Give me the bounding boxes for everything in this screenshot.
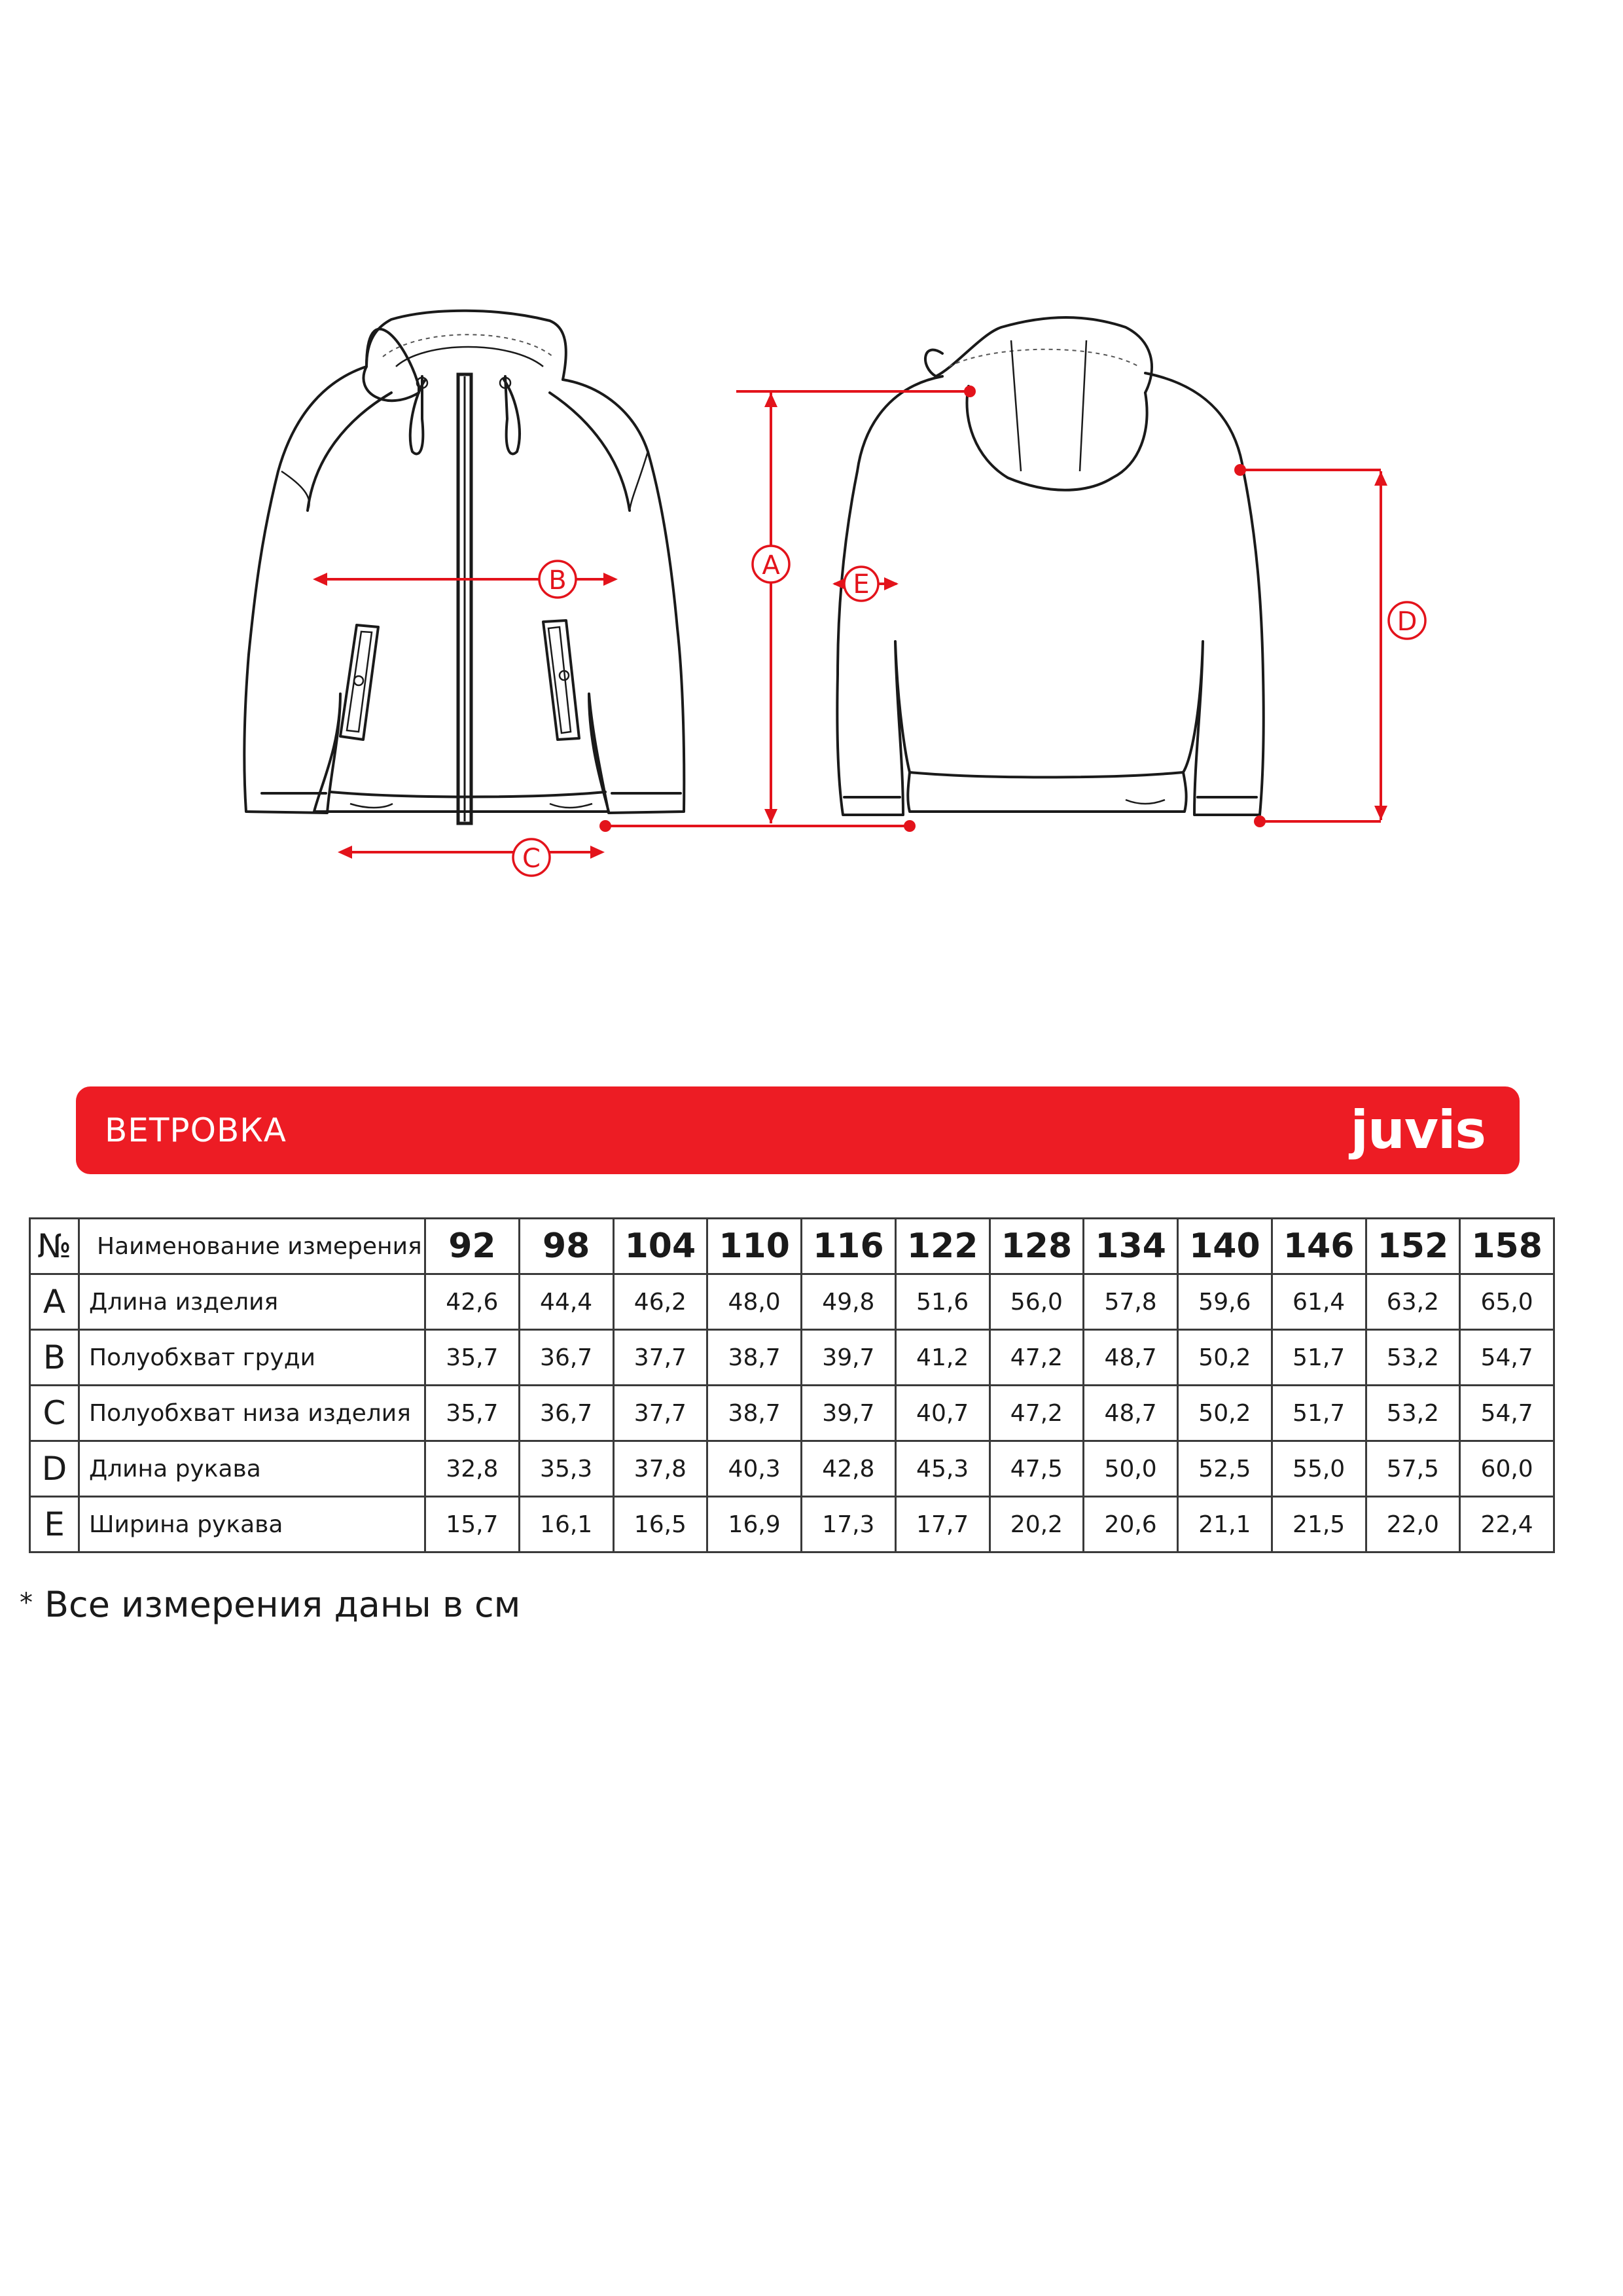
- table-cell: 42,6: [425, 1274, 520, 1330]
- row-name: Ширина рукава: [79, 1497, 425, 1552]
- svg-text:E: E: [853, 569, 870, 600]
- table-cell: 51,7: [1272, 1330, 1366, 1386]
- table-cell: 16,5: [613, 1497, 707, 1552]
- index-header: №: [30, 1219, 79, 1274]
- table-cell: 16,9: [707, 1497, 802, 1552]
- row-code: C: [30, 1386, 79, 1441]
- table-cell: 21,1: [1178, 1497, 1272, 1552]
- row-code: E: [30, 1497, 79, 1552]
- table-cell: 48,0: [707, 1274, 802, 1330]
- table-cell: 35,7: [425, 1330, 520, 1386]
- jacket-front-view: [244, 311, 684, 823]
- table-cell: 48,7: [1084, 1330, 1178, 1386]
- row-name: Длина рукава: [79, 1441, 425, 1497]
- table-cell: 47,2: [990, 1386, 1084, 1441]
- table-cell: 38,7: [707, 1330, 802, 1386]
- table-cell: 57,5: [1366, 1441, 1460, 1497]
- table-cell: 15,7: [425, 1497, 520, 1552]
- table-cell: 44,4: [519, 1274, 613, 1330]
- table-cell: 54,7: [1460, 1386, 1554, 1441]
- table-cell: 37,7: [613, 1386, 707, 1441]
- measurement-a: [599, 386, 976, 832]
- table-cell: 35,7: [425, 1386, 520, 1441]
- svg-text:B: B: [548, 565, 567, 596]
- table-cell: 21,5: [1272, 1497, 1366, 1552]
- size-header: 122: [895, 1219, 990, 1274]
- table-cell: 61,4: [1272, 1274, 1366, 1330]
- name-header: Наименование измерения: [79, 1219, 425, 1274]
- product-title: ВЕТРОВКА: [105, 1111, 287, 1149]
- brand-logo: juvis: [1350, 1100, 1486, 1160]
- table-cell: 37,8: [613, 1441, 707, 1497]
- table-cell: 57,8: [1084, 1274, 1178, 1330]
- table-row: [30, 1274, 1554, 1330]
- size-header: 116: [802, 1219, 896, 1274]
- table-cell: 35,3: [519, 1441, 613, 1497]
- table-cell: 51,6: [895, 1274, 990, 1330]
- size-header: 104: [613, 1219, 707, 1274]
- row-code: D: [30, 1441, 79, 1497]
- size-header: 98: [519, 1219, 613, 1274]
- table-cell: 53,2: [1366, 1330, 1460, 1386]
- table-cell: 20,2: [990, 1497, 1084, 1552]
- table-cell: 48,7: [1084, 1386, 1178, 1441]
- row-name: Полуобхват груди: [79, 1330, 425, 1386]
- table-cell: 22,0: [1366, 1497, 1460, 1552]
- size-header: 158: [1460, 1219, 1554, 1274]
- size-header: 110: [707, 1219, 802, 1274]
- size-header-row: [30, 1219, 1554, 1274]
- table-cell: 20,6: [1084, 1497, 1178, 1552]
- svg-text:D: D: [1397, 607, 1418, 637]
- table-cell: 50,0: [1084, 1441, 1178, 1497]
- table-cell: 56,0: [990, 1274, 1084, 1330]
- table-cell: 63,2: [1366, 1274, 1460, 1330]
- table-cell: 50,2: [1178, 1330, 1272, 1386]
- svg-text:A: A: [762, 550, 780, 581]
- table-row: [30, 1497, 1554, 1552]
- table-cell: 47,2: [990, 1330, 1084, 1386]
- table-cell: 40,7: [895, 1386, 990, 1441]
- footnote: [20, 1584, 520, 1625]
- table-cell: 37,7: [613, 1330, 707, 1386]
- table-cell: 47,5: [990, 1441, 1084, 1497]
- table-cell: 16,1: [519, 1497, 613, 1552]
- table-cell: 42,8: [802, 1441, 896, 1497]
- table-cell: 38,7: [707, 1386, 802, 1441]
- size-header: 152: [1366, 1219, 1460, 1274]
- table-cell: 36,7: [519, 1386, 613, 1441]
- table-cell: 55,0: [1272, 1441, 1366, 1497]
- table-cell: 65,0: [1460, 1274, 1554, 1330]
- table-cell: 45,3: [895, 1441, 990, 1497]
- table-cell: 22,4: [1460, 1497, 1554, 1552]
- table-cell: 46,2: [613, 1274, 707, 1330]
- row-name: Длина изделия: [79, 1274, 425, 1330]
- table-cell: 39,7: [802, 1330, 896, 1386]
- svg-text:C: C: [522, 844, 541, 874]
- measurement-c: [338, 839, 605, 876]
- table-cell: 51,7: [1272, 1386, 1366, 1441]
- table-cell: 52,5: [1178, 1441, 1272, 1497]
- table-cell: 39,7: [802, 1386, 896, 1441]
- table-cell: 17,7: [895, 1497, 990, 1552]
- jacket-technical-drawing: [0, 0, 1623, 916]
- size-header: 134: [1084, 1219, 1178, 1274]
- row-code: A: [30, 1274, 79, 1330]
- table-cell: 60,0: [1460, 1441, 1554, 1497]
- row-code: B: [30, 1330, 79, 1386]
- row-name: Полуобхват низа изделия: [79, 1386, 425, 1441]
- table-cell: 59,6: [1178, 1274, 1272, 1330]
- size-header: 146: [1272, 1219, 1366, 1274]
- size-header: 128: [990, 1219, 1084, 1274]
- table-cell: 53,2: [1366, 1386, 1460, 1441]
- size-header: 92: [425, 1219, 520, 1274]
- size-table: [29, 1217, 1555, 1553]
- footnote-asterisk: *: [20, 1588, 33, 1618]
- footnote-text: Все измерения даны в см: [45, 1584, 521, 1625]
- table-cell: 41,2: [895, 1330, 990, 1386]
- table-cell: 36,7: [519, 1330, 613, 1386]
- table-cell: 32,8: [425, 1441, 520, 1497]
- table-cell: 50,2: [1178, 1386, 1272, 1441]
- table-row: [30, 1330, 1554, 1386]
- table-cell: 54,7: [1460, 1330, 1554, 1386]
- size-header: 140: [1178, 1219, 1272, 1274]
- table-row: [30, 1386, 1554, 1441]
- table-cell: 40,3: [707, 1441, 802, 1497]
- table-cell: 49,8: [802, 1274, 896, 1330]
- table-cell: 17,3: [802, 1497, 896, 1552]
- title-banner: [76, 1086, 1520, 1174]
- table-row: [30, 1441, 1554, 1497]
